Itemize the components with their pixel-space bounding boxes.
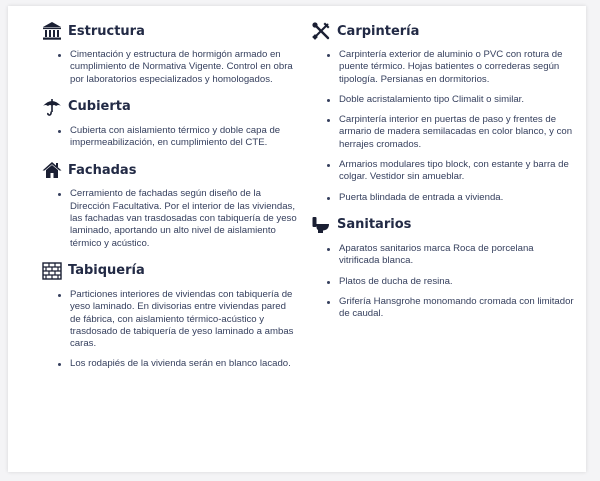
spec-sheet-page [8, 6, 586, 472]
list-item: Doble acristalamiento tipo Climalit o similar. [327, 94, 575, 106]
building-columns-icon [42, 21, 62, 41]
left-column [42, 20, 298, 381]
section-fachadas [42, 159, 298, 249]
section-sanitarios [311, 214, 575, 320]
list-item: Particiones interiores de viviendas con tabiquería de yeso laminado. En divisorias entre viviendas pared de fábrica, con aislamiento térmico-acústico y trasdosado de tabiquería de yeso laminado a ambas caras. [58, 289, 298, 350]
list-item: Carpintería exterior de aluminio o PVC con rotura de puente térmico. Hojas batientes o correderas según tipología. Persianas en dormitorios. [327, 49, 575, 86]
list-item: Carpintería interior en puertas de paso y frentes de armario de madera semilacadas en color blanco, y con herrajes cromados. [327, 114, 575, 151]
section-header-sanitarios [311, 214, 575, 236]
list-item: Platos de ducha de resina. [327, 276, 575, 288]
toilet-icon [311, 215, 331, 235]
bullet-list [42, 188, 298, 249]
brick-wall-icon [42, 261, 62, 281]
list-item: Armarios modulares tipo block, con estante y barra de colgar. Vestidor sin amueblar. [327, 159, 575, 184]
tools-icon [311, 21, 331, 41]
section-header-carpinteria [311, 20, 575, 42]
section-title: Fachadas [68, 162, 137, 178]
bullet-list [42, 125, 298, 150]
bullet-list [42, 289, 298, 371]
list-item: Los rodapiés de la vivienda serán en blanco lacado. [58, 358, 298, 370]
list-item: Cubierta con aislamiento térmico y doble capa de impermeabilización, en cumplimiento del CTE. [58, 125, 298, 150]
list-item: Cerramiento de fachadas según diseño de la Dirección Facultativa. Por el interior de las viviendas, las fachadas van trasdosadas con tabiquería de yeso laminado, aportando un alto nivel de aislamiento térmico y acústico. [58, 188, 298, 249]
house-icon [42, 160, 62, 180]
umbrella-icon [42, 97, 62, 117]
section-header-fachadas [42, 159, 298, 181]
bullet-list [311, 243, 575, 320]
bullet-list [42, 49, 298, 86]
section-carpinteria [311, 20, 575, 204]
section-header-tabiqueria [42, 260, 298, 282]
section-cubierta [42, 96, 298, 150]
right-column [311, 20, 575, 330]
section-title: Sanitarios [337, 217, 412, 233]
bullet-list [311, 49, 575, 204]
section-title: Estructura [68, 23, 145, 39]
section-estructura [42, 20, 298, 86]
section-tabiqueria [42, 260, 298, 371]
section-header-cubierta [42, 96, 298, 118]
list-item: Aparatos sanitarios marca Roca de porcelana vitrificada blanca. [327, 243, 575, 268]
section-title: Tabiquería [68, 263, 145, 279]
section-title: Carpintería [337, 23, 420, 39]
list-item: Grifería Hansgrohe monomando cromada con limitador de caudal. [327, 296, 575, 321]
section-header-estructura [42, 20, 298, 42]
list-item: Puerta blindada de entrada a vivienda. [327, 192, 575, 204]
list-item: Cimentación y estructura de hormigón armado en cumplimiento de Normativa Vigente. Control en obra por laboratorios especializados y homologados. [58, 49, 298, 86]
section-title: Cubierta [68, 99, 131, 115]
